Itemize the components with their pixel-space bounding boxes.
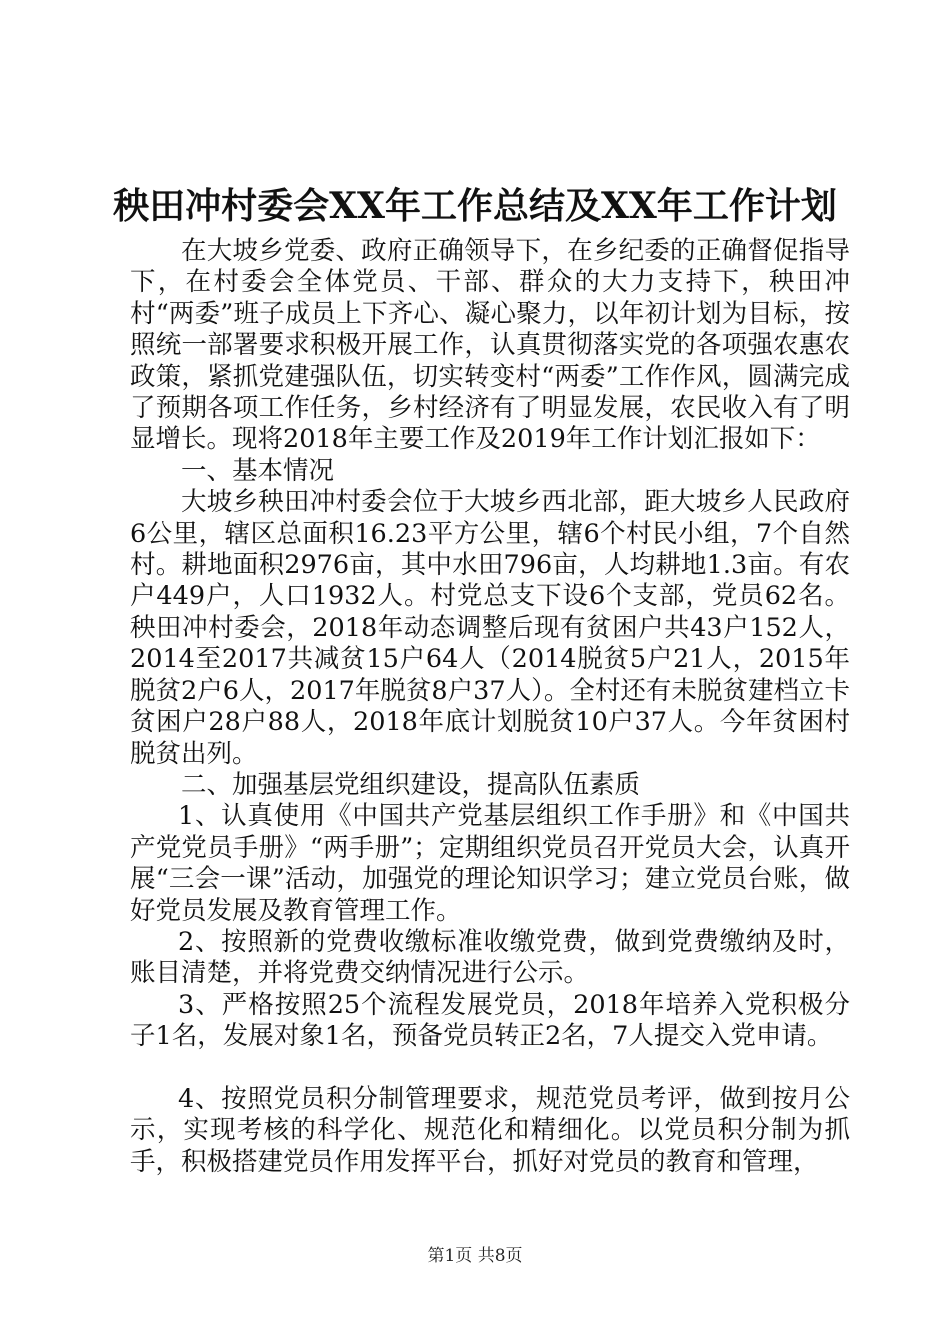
paragraph-item-1: 1、认真使用《中国共产党基层组织工作手册》和《中国共产党党员手册》“两手册”；定期组织党员召开党员大会，认真开展“三会一课”活动，加强党的理论知识学习；建立党员台账，做好党员发展及教育管理工作。 <box>130 801 850 926</box>
section-heading-basic-info: 一、基本情况 <box>181 455 335 486</box>
document-body <box>130 236 850 1178</box>
paragraph-spacer <box>130 1053 850 1084</box>
paragraph-basic-info: 大坡乡秧田冲村委会位于大坡乡西北部，距大坡乡人民政府6公里，辖区总面积16.23平方公里，辖6个村民小组，7个自然村。耕地面积2976亩，其中水田796亩，人均耕地1.3亩。有农户449户，人口1932人。村党总支下设6个支部，党员62名。秧田冲村委会，2018年动态调整后现有贫困户共43户152人，2014至2017共减贫15户64人（2014脱贫5户21人，2015年脱贫2户6人，2017年脱贫8户37人）。全村还有未脱贫建档立卡贫困户28户88人，2018年底计划脱贫10户37人。今年贫困村脱贫出列。 <box>130 487 850 769</box>
paragraph-item-4: 4、按照党员积分制管理要求，规范党员考评，做到按月公示，实现考核的科学化、规范化和精细化。以党员积分制为抓手，积极搭建党员作用发挥平台，抓好对党员的教育和管理， <box>130 1083 850 1177</box>
paragraph-intro: 在大坡乡党委、政府正确领导下，在乡纪委的正确督促指导下，在村委会全体党员、干部、群众的大力支持下，秧田冲村“两委”班子成员上下齐心、凝心聚力，以年初计划为目标，按照统一部署要求积极开展工作，认真贯彻落实党的各项强农惠农政策，紧抓党建强队伍，切实转变村“两委”工作作风，圆满完成了预期各项工作任务，乡村经济有了明显发展，农民收入有了明显增长。现将2018年主要工作及2019年工作计划汇报如下： <box>130 236 850 455</box>
page-number-footer: 第1页 共8页 <box>427 1246 523 1266</box>
paragraph-item-2: 2、按照新的党费收缴标准收缴党费，做到党费缴纳及时，账目清楚，并将党费交纳情况进行公示。 <box>130 926 850 989</box>
paragraph-item-3: 3、严格按照25个流程发展党员，2018年培养入党积极分子1名，发展对象1名，预备党员转正2名，7人提交入党申请。 <box>130 989 850 1052</box>
section-heading-party-building: 二、加强基层党组织建设，提高队伍素质 <box>181 769 641 800</box>
document-title: 秧田冲村委会XX年工作总结及XX年工作计划 <box>113 185 837 227</box>
